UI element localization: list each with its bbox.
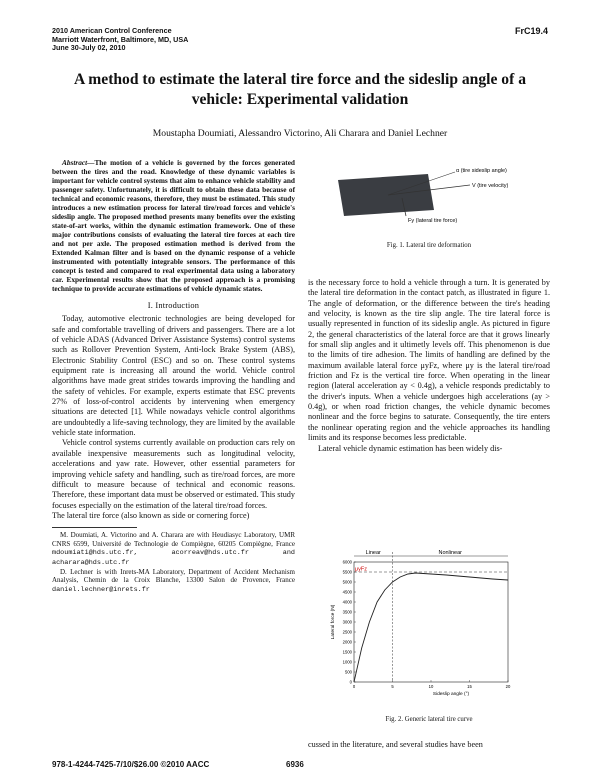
footer-isbn: 978-1-4244-7425-7/10/$26.00 ©2010 AACC bbox=[52, 760, 210, 769]
footnote-1 bbox=[52, 531, 295, 567]
intro-paragraph-3: The lateral tire force (also known as side or cornering force) bbox=[52, 510, 250, 520]
footnote-1-text: M. Doumiati, A. Victorino and A. Charara are with Heudiasyc Laboratory, UMR CNRS 6599, Université de Technologie de Compiègne, 60205 Compiègne, France bbox=[52, 531, 295, 548]
title-line-2: vehicle: Experimental validation bbox=[191, 91, 409, 108]
right-paragraph-3: cussed in the literature, and several studies have been bbox=[308, 740, 483, 749]
paper-title bbox=[40, 70, 560, 110]
y-tick-label: 1000 bbox=[342, 659, 352, 665]
footnote-1-emails[interactable]: mdoumiati@hds.utc.fr, acorreav@hds.utc.fr and acharara@hds.utc.fr bbox=[52, 549, 295, 567]
y-tick-label: 5000 bbox=[342, 579, 352, 585]
region-label-nonlinear: Nonlinear bbox=[438, 550, 463, 556]
conference-venue: Marriott Waterfront, Baltimore, MD, USA bbox=[52, 34, 189, 44]
figure-2-caption: Fig. 2. Generic lateral tire curve bbox=[385, 716, 473, 723]
plot-frame bbox=[354, 562, 508, 682]
x-tick-label: 5 bbox=[391, 684, 394, 689]
authors: Moustapha Doumiati, Alessandro Victorino, Ali Charara and Daniel Lechner bbox=[152, 128, 448, 139]
right-paragraph-1: is the necessary force to hold a vehicle through a turn. It is generated by the lateral tire deformation in the contact patch, as illustrated in figure 1. The angle of deformation, or the difference between the tire's heading and velocity, is known as the tire slip angle. The tire lateral force is usually represented in function of its sideslip angle. As pictured in figure 2, the general characteristics of the lateral force are that it grows linearly for small slip angles and it ultimetly levels off. This phenomenon is due to the limits of tire adhesion. The limits of handling are defined by the maximum available lateral force μyFz, where μy is the lateral tire/road friction and Fz is the vertical tire force. When operating in the linear region (lateral acceleration ay < 0.4g), a vehicle responds predictably to the driver's inputs. When a vehicle undergoes high accelerations (ay > 0.4g), or when road friction changes, the vehicle dynamic becomes nonlinear and the force begins to saturate. Consequently, the tire enters the nonlinear operating region and the vehicle approaches its handling limits and its response becomes less predictable. bbox=[308, 278, 550, 443]
x-tick-label: 10 bbox=[428, 684, 434, 689]
y-tick-label: 3500 bbox=[342, 609, 352, 615]
title-line-1: A method to estimate the lateral tire force and the sideslip angle of a bbox=[73, 71, 526, 88]
y-tick-label: 5500 bbox=[342, 569, 352, 575]
footnote-2-email[interactable]: daniel.lechner@inrets.fr bbox=[52, 585, 150, 594]
conference-header bbox=[52, 27, 188, 53]
y-tick-label: 6000 bbox=[342, 559, 352, 565]
y-tick-label: 4500 bbox=[342, 589, 352, 595]
left-column bbox=[52, 158, 295, 594]
y-axis-label: Lateral force (N) bbox=[331, 604, 336, 640]
x-tick-label: 0 bbox=[352, 684, 356, 689]
x-tick-label: 20 bbox=[505, 684, 511, 689]
y-tick-label: 1500 bbox=[342, 649, 352, 655]
x-tick-label: 15 bbox=[467, 684, 472, 689]
fig1-label-velocity: V (tire velocity) bbox=[472, 183, 509, 189]
y-tick-label: 2000 bbox=[342, 639, 352, 645]
fig1-label-alpha: α (tire sideslip angle) bbox=[456, 168, 507, 174]
abstract-text: —The motion of a vehicle is governed by the forces generated between the tires and the road. Knowledge of these dynamic variables is important for vehicle control systems that aim to enhance vehicle stability and passenger safety. Unfortunately, it is difficult to obtain these data because of technical and economic reasons, therefore, they must be estimated. This study introduces a new estimation process for lateral tire/road forces and vehicle's sideslip angle. The proposed method presents many benefits over the existing state-of-art works, within the dynamic estimation framework. One of these major contributions consists of evaluating the lateral tire forces at each tire and not per axle. The proposed estimation method is derived from the Extended Kalman filter and is based on the dynamic response of a vehicle instrumented with potentially integrable sensors. The performance of this concept is tested and compared to real experimental data using a laboratory car. Experimental results show that the proposed approach is a promising technique to provide accurate estimations of vehicle dynamic states. bbox=[52, 158, 295, 293]
tire-contact-patch bbox=[338, 174, 434, 216]
y-tick-label: 2500 bbox=[342, 629, 352, 635]
page-number: 6936 bbox=[286, 760, 304, 769]
footnote-2 bbox=[52, 568, 295, 595]
footnote-divider bbox=[52, 527, 137, 528]
figure-1-caption: Fig. 1. Lateral tire deformation bbox=[386, 242, 472, 249]
conference-dates: June 30-July 02, 2010 bbox=[52, 43, 126, 53]
region-label-linear: Linear bbox=[365, 550, 381, 556]
right-column bbox=[308, 278, 550, 454]
x-axis-label: Sideslip angle (°) bbox=[432, 692, 470, 697]
abstract bbox=[52, 158, 295, 293]
series-line-lateral-force bbox=[354, 573, 508, 682]
intro-paragraph-2: Vehicle control systems currently available on production cars rely on available inexpensive measurements such as longitudinal velocity, accelerations and yaw rate. However, other essential parameters for improving vehicle safety and handling, such as tire/road forces, are more difficult to measure because of technical and economic reasons. Therefore, these important data must be observed or estimated. This study focuses especially on the estimation of the lateral tire/road forces. bbox=[52, 438, 295, 510]
y-tick-label: 3000 bbox=[342, 619, 352, 625]
section-heading-introduction: I. Introduction bbox=[147, 301, 200, 310]
footnote-2-text: D. Lechner is with Inrets-MA Laboratory, Department of Accident Mechanism Analysis, Chemin de la Croix Blanche, 13300 Salon de Provence, France bbox=[52, 567, 295, 585]
y-tick-label: 0 bbox=[349, 679, 352, 685]
y-tick-label: 500 bbox=[345, 669, 352, 675]
figure-1-tire-diagram bbox=[330, 160, 510, 230]
intro-paragraph-1: Today, automotive electronic technologies are being developed for safe and comfortable travelling of drivers and passengers. There are a lot of vehicle ADAS (Advanced Driver Assistance Systems) control systems such as Rollover Prevention System, Anti-lock Brake System (ABS), Electronic Stability Control (ESC) and so on. These control systems equipment rate is increasing all around the world. Vehicle control algorithms have made great strides towards improving the handling and the safety of vehicles. For example, experts estimate that ESC prevents 27% of loss-of-control accidents by intervening when emergency situations are detected [1]. While nowadays vehicle control algorithms are undoubtedly a life-saving technology, they are limited by the available vehicle state information. bbox=[52, 314, 295, 438]
conference-name: 2010 American Control Conference bbox=[52, 26, 172, 35]
peak-force-label: μyFz bbox=[355, 566, 368, 573]
y-tick-label: 4000 bbox=[342, 599, 352, 605]
paper-code: FrC19.4 bbox=[514, 26, 548, 36]
right-paragraph-2: Lateral vehicle dynamic estimation has been widely dis- bbox=[318, 443, 503, 453]
figure-2-chart bbox=[318, 544, 528, 704]
abstract-label: Abstract bbox=[62, 158, 88, 167]
fig1-label-fy: Fy (lateral tire force) bbox=[408, 218, 458, 224]
